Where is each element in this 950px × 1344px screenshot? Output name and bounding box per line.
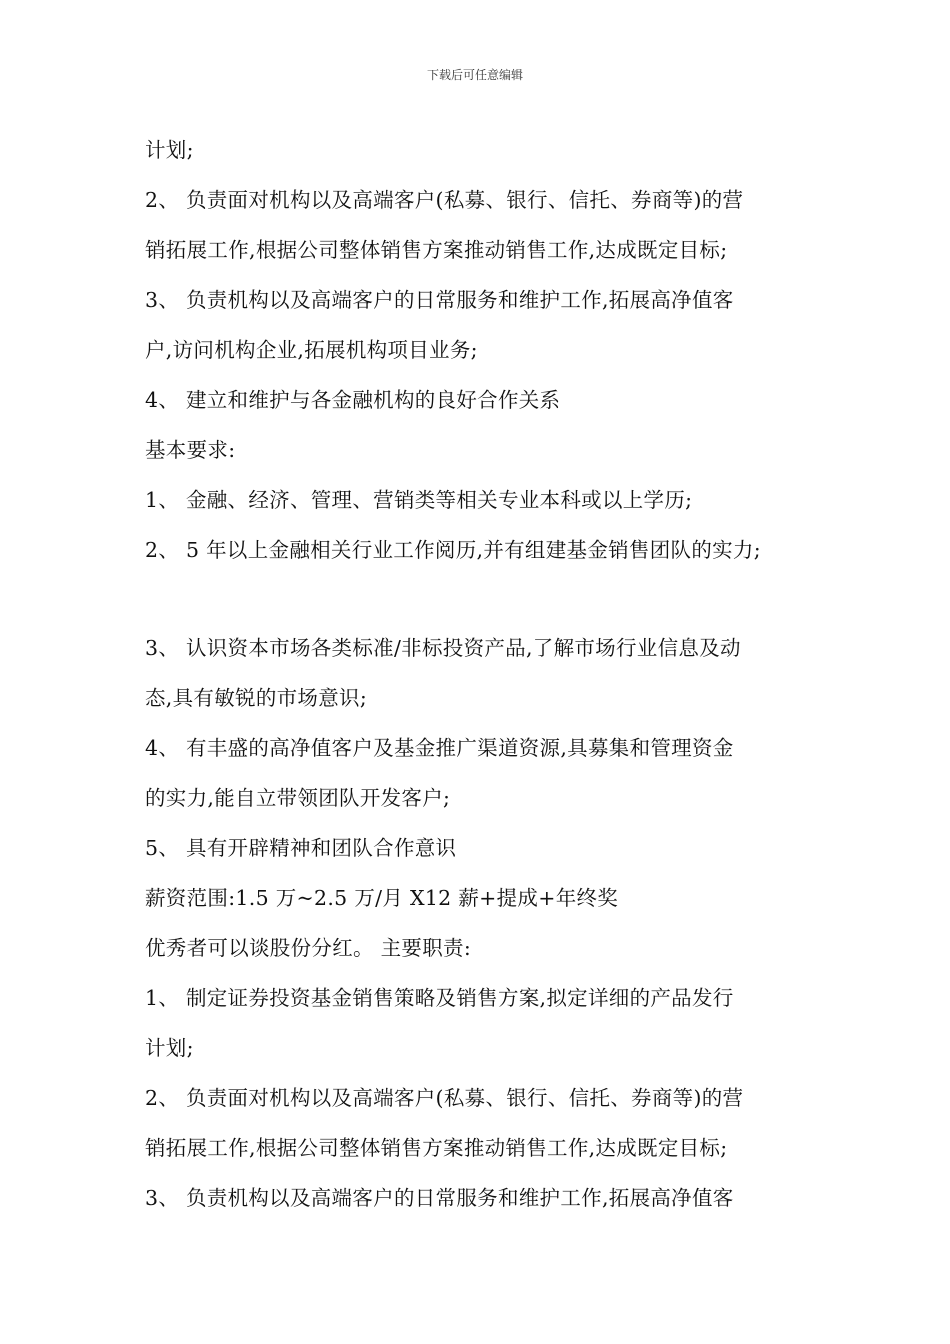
text-line: 5、 具有开辟精神和团队合作意识 xyxy=(145,836,457,860)
text-line: 态,具有敏锐的市场意识; xyxy=(145,686,368,710)
text-line: 2、 负责面对机构以及高端客户(私募、银行、信托、券商等)的营 xyxy=(145,1086,744,1110)
text-line: 4、 有丰盛的高净值客户及基金推广渠道资源,具募集和管理资金 xyxy=(145,736,734,760)
text-line: 1、 金融、经济、管理、营销类等相关专业本科或以上学历; xyxy=(145,488,693,512)
text-line: 销拓展工作,根据公司整体销售方案推动销售工作,达成既定目标; xyxy=(145,238,728,262)
text-line: 优秀者可以谈股份分红。 主要职责: xyxy=(145,936,472,960)
text-line: 4、 建立和维护与各金融机构的良好合作关系 xyxy=(145,388,561,412)
text-line: 3、 认识资本市场各类标准/非标投资产品,了解市场行业信息及动 xyxy=(145,636,741,660)
text-line: 2、 5 年以上金融相关行业工作阅历,并有组建基金销售团队的实力; xyxy=(145,538,761,562)
text-line: 户,访问机构企业,拓展机构项目业务; xyxy=(145,338,478,362)
text-line: 计划; xyxy=(145,138,194,162)
text-line: 3、 负责机构以及高端客户的日常服务和维护工作,拓展高净值客 xyxy=(145,1186,734,1210)
text-line: 基本要求: xyxy=(145,438,236,462)
text-line: 2、 负责面对机构以及高端客户(私募、银行、信托、券商等)的营 xyxy=(145,188,744,212)
text-line: 销拓展工作,根据公司整体销售方案推动销售工作,达成既定目标; xyxy=(145,1136,728,1160)
text-line: 计划; xyxy=(145,1036,194,1060)
text-line: 1、 制定证券投资基金销售策略及销售方案,拟定详细的产品发行 xyxy=(145,986,734,1010)
page-header: 下载后可任意编辑 xyxy=(426,68,523,82)
text-line: 的实力,能自立带领团队开发客户; xyxy=(145,786,451,810)
text-line: 薪资范围:1.5 万~2.5 万/月 X12 薪+提成+年终奖 xyxy=(145,886,619,910)
text-line: 3、 负责机构以及高端客户的日常服务和维护工作,拓展高净值客 xyxy=(145,288,734,312)
